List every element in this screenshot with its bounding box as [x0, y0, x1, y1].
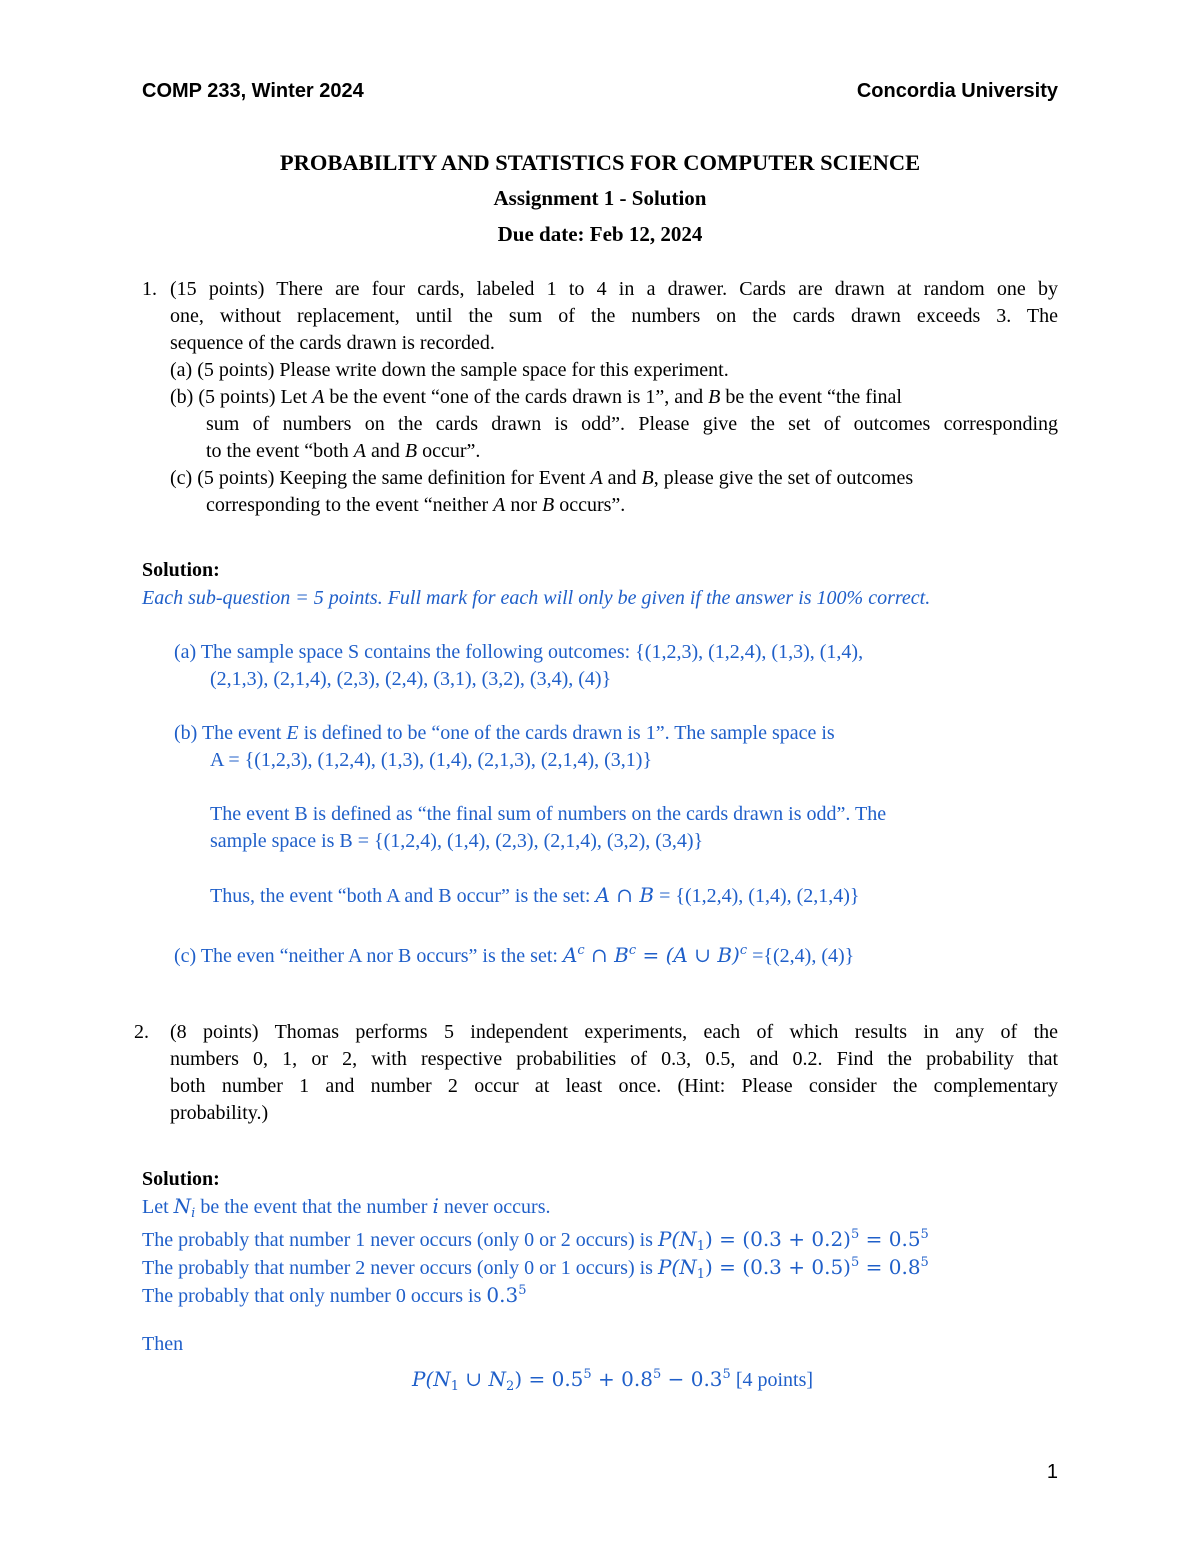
question-2-line-2: numbers 0, 1, or 2, with respective probabilities of 0.3, 0.5, and 0.2. Find the probability that [170, 1048, 1058, 1070]
solution-1b-set-b: sample space is B = {(1,2,4), (1,4), (2,3), (2,1,4), (3,2), (3,4)} [210, 830, 704, 852]
question-1-line-1: (15 points) There are four cards, labeled 1 to 4 in a drawer. Cards are drawn at random one by [170, 278, 1058, 300]
question-1b-line-2: sum of numbers on the cards drawn is odd”. Please give the set of outcomes corresponding [206, 413, 1058, 435]
solution-2-final-equation: $P(N_1$ ∪ $N_2) = 0.5^5 + 0.8^5 - 0.3^5$ [4 points] [412, 1367, 814, 1394]
solution-1b-line-1: (b) The event E is defined to be “one of the cards drawn is 1”. The sample space is [174, 722, 835, 744]
question-1-number: 1. [142, 278, 157, 300]
solution-2-prob-only-zero: The probably that only number 0 occurs is $0.3^5$ [142, 1283, 527, 1307]
solution-2-definition: Let $N_i$ be the event that the number i never occurs. [142, 1194, 551, 1221]
question-1a: (a) (5 points) Please write down the sample space for this experiment. [170, 359, 729, 381]
solution-1b-line-3: The event B is defined as “the final sum of numbers on the cards drawn is odd”. The [210, 803, 887, 825]
solution-2-then: Then [142, 1333, 184, 1355]
question-2-line-3: both number 1 and number 2 occur at least once. (Hint: Please consider the complementary [170, 1075, 1058, 1097]
solution-2-prob-n2: The probably that number 2 never occurs (only 0 or 1 occurs) is $P(N_1) = (0.3 + 0.5)^5 = 0.8^5$ [142, 1255, 929, 1282]
solution-1b-set-a: A = {(1,2,3), (1,2,4), (1,3), (1,4), (2,1,3), (2,1,4), (3,1)} [210, 749, 653, 771]
solution-1-label: Solution: [142, 559, 220, 581]
question-2-number: 2. [134, 1021, 149, 1043]
page-number: 1 [1046, 1461, 1058, 1483]
assignment-subtitle: Assignment 1 - Solution [493, 186, 707, 210]
solution-2-prob-n1: The probably that number 1 never occurs (only 0 or 2 occurs) is $P(N_1) = (0.3 + 0.2)^5 = 0.5^5$ [142, 1227, 929, 1254]
solution-1-grading-note: Each sub-question = 5 points. Full mark for each will only be given if the answer is 100% correct. [142, 587, 931, 609]
solution-1b-intersection: Thus, the event “both A and B occur” is the set: A ∩ B = {(1,2,4), (1,4), (2,1,4)} [210, 883, 860, 907]
solution-2-label: Solution: [142, 1168, 220, 1190]
question-2-line-4: probability.) [170, 1102, 269, 1124]
university-header: Concordia University [856, 80, 1058, 102]
document-title: PROBABILITY AND STATISTICS FOR COMPUTER SCIENCE [279, 150, 921, 175]
solution-1c: (c) The even “neither A nor B occurs” is the set: $A^c$ ∩ $B^c = (A$ ∪ B)$^c$ ={(2,4), (4)} [174, 943, 855, 967]
question-1-line-2: one, without replacement, until the sum of the numbers on the cards drawn exceeds 3. The [170, 305, 1058, 327]
question-1-line-3: sequence of the cards drawn is recorded. [170, 332, 495, 354]
question-1b-line-3: to the event “both A and B occur”. [206, 440, 481, 462]
course-header: COMP 233, Winter 2024 [142, 80, 364, 102]
solution-1a-line-2: (2,1,3), (2,1,4), (2,3), (2,4), (3,1), (3,2), (3,4), (4)} [210, 668, 612, 690]
due-date: Due date: Feb 12, 2024 [497, 222, 703, 246]
question-1b-line-1: (b) (5 points) Let A be the event “one of the cards drawn is 1”, and B be the event “the final [170, 386, 902, 408]
question-1c-line-2: corresponding to the event “neither A nor B occurs”. [206, 494, 626, 516]
solution-1a-line-1: (a) The sample space S contains the following outcomes: {(1,2,3), (1,2,4), (1,3), (1,4), [174, 641, 864, 663]
question-1c-line-1: (c) (5 points) Keeping the same definition for Event A and B, please give the set of outcomes [170, 467, 914, 489]
question-2-line-1: (8 points) Thomas performs 5 independent experiments, each of which results in any of the [170, 1021, 1058, 1043]
